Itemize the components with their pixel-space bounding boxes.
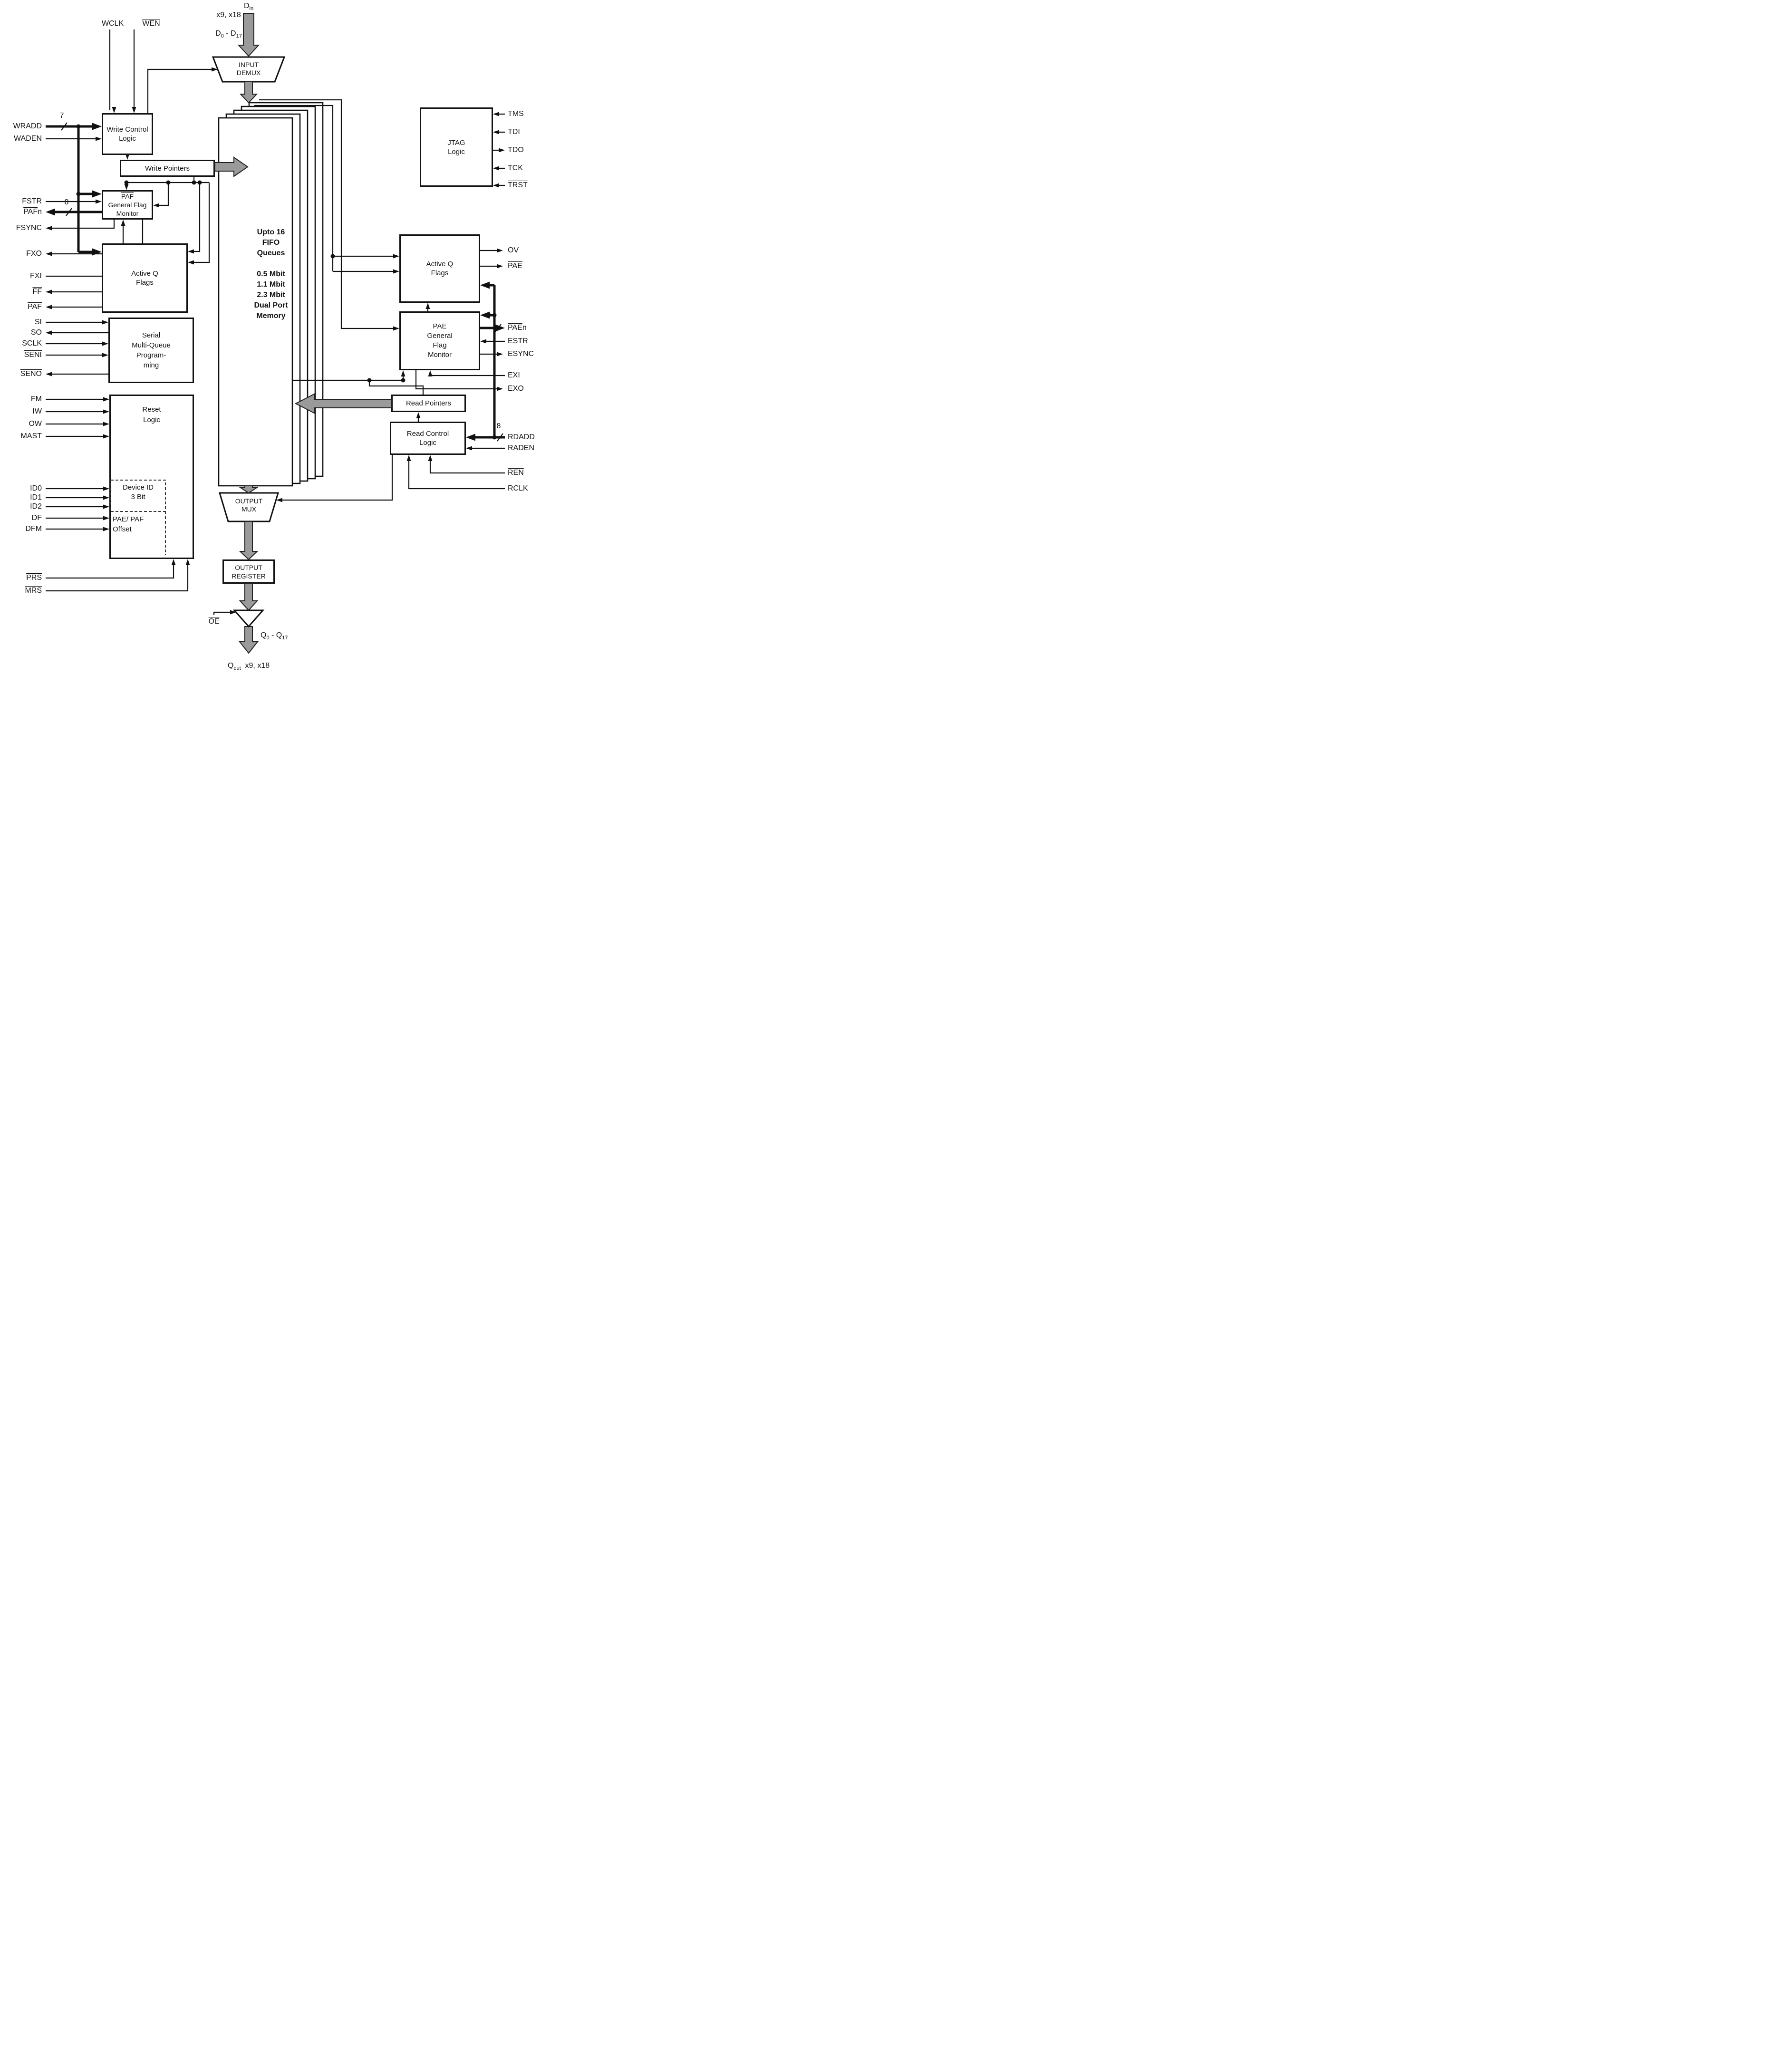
signal-label-oe: $\overline{OE}$	[208, 617, 220, 626]
device-id-3bit-label: Device ID 3 Bit	[122, 483, 154, 501]
signal-label-so: SO	[30, 328, 42, 337]
tristate-output-buffer	[234, 610, 263, 626]
signal-label-rdadd: RDADD	[508, 433, 535, 441]
output-register-box: OUTPUT REGISTER	[222, 559, 275, 584]
buffer-to-qout-arrow	[240, 626, 258, 653]
signal-label-b8c: 8	[496, 422, 501, 430]
signal-label-b7: 7	[59, 112, 64, 120]
pae-paf-offset-label: $\overline{PAE}/$ $\overline{PAF}$ Offset	[113, 515, 144, 533]
write-control-logic-box: Write Control Logic	[102, 113, 153, 155]
input-demux-label: INPUT DEMUX	[236, 61, 261, 77]
signal-label-ff: $\overline{FF}$	[32, 288, 42, 296]
signal-label-wradd: WRADD	[13, 122, 42, 130]
signal-label-fxo: FXO	[26, 250, 42, 258]
signal-label-paen: $\overline{PAE}n$	[508, 324, 527, 332]
read-pointers-box: Read Pointers	[391, 395, 466, 412]
signal-label-seno: SENO	[20, 370, 42, 378]
signal-label-esync: ESYNC	[508, 350, 534, 358]
signal-label-ren: $\overline{REN}$	[508, 469, 524, 477]
reset-logic-box: Reset Logic	[109, 395, 194, 559]
data-flow-layer	[0, 0, 592, 691]
signal-label-mrs: $\overline{MRS}$	[25, 587, 42, 595]
signal-label-tdo: TDO	[508, 146, 524, 154]
signal-label-ow: OW	[29, 420, 42, 428]
signal-label-fsync: FSYNC	[16, 224, 42, 232]
signal-label-paf: $\overline{PAF}$	[28, 303, 42, 311]
write-pointers-box: Write Pointers	[120, 160, 215, 177]
signal-label-id2: ID2	[30, 502, 42, 511]
signal-label-pafn: $\overline{PAF}n$	[23, 208, 42, 216]
paf-general-flag-monitor-box: $\overline{PAF}$ General Flag Monitor	[102, 190, 153, 220]
active-q-flags-right-box: Active Q Flags	[399, 234, 480, 303]
signal-label-iw: IW	[32, 407, 42, 415]
signal-label-fxi: FXI	[30, 272, 42, 280]
write-pointers-to-memory-arrow	[215, 157, 248, 176]
signal-label-sclk: SCLK	[22, 339, 42, 347]
signal-label-id1: ID1	[30, 493, 42, 501]
signal-label-estr: ESTR	[508, 337, 528, 345]
memory-to-output-mux-arrow	[241, 486, 257, 493]
signal-label-q0q17: $Q_0 - Q_{17}$	[261, 631, 288, 641]
signal-label-dfm: DFM	[25, 525, 42, 533]
signal-label-id0: ID0	[30, 484, 42, 492]
signal-label-ov: $\overline{OV}$	[508, 246, 519, 254]
pae-general-flag-monitor-box: PAE General Flag Monitor	[399, 311, 480, 370]
jtag-logic-box: JTAG Logic	[420, 107, 493, 187]
read-pointers-to-memory-arrow	[296, 394, 391, 413]
read-control-logic-box: Read Control Logic	[390, 422, 466, 455]
signal-label-din: $D_{in}$	[243, 1, 254, 12]
signal-label-fm: FM	[30, 395, 42, 403]
signal-label-mast: MAST	[20, 432, 42, 440]
dual-port-memory-block-label: Upto 16 FIFO Queues 0.5 Mbit 1.1 Mbit 2.3 Mbit Dual Port Memory	[254, 228, 288, 320]
register-to-buffer-arrow	[240, 584, 257, 610]
signal-label-wclk: WCLK	[101, 19, 124, 28]
signal-label-exi: EXI	[508, 371, 520, 379]
signal-label-seni: SENI	[24, 351, 42, 359]
signal-label-waden: WADEN	[14, 135, 42, 143]
signal-label-d0d17: $D_0 - D_{17}$	[215, 29, 242, 39]
signal-label-df: DF	[31, 514, 42, 522]
signal-label-trst: TRST	[508, 181, 528, 189]
demux-to-memory-arrow	[241, 82, 257, 103]
signal-label-pae_r: $\overline{PAE}$	[508, 262, 522, 270]
signal-label-b8a: 8	[64, 198, 69, 206]
output-mux-label: OUTPUT MUX	[235, 497, 263, 513]
signal-label-tms: TMS	[508, 110, 524, 118]
mux-to-output-register-arrow	[240, 521, 257, 559]
signal-label-wen: $\overline{WEN}$	[142, 19, 160, 28]
signal-label-prs: $\overline{PRS}$	[26, 574, 42, 582]
signal-label-raden: RADEN	[508, 444, 535, 452]
active-q-flags-left-box: Active Q Flags	[102, 243, 188, 313]
signal-label-exo: EXO	[508, 385, 524, 393]
signal-label-si: SI	[34, 318, 42, 326]
signal-label-tck: TCK	[508, 164, 523, 172]
signal-label-tdi: TDI	[508, 128, 520, 136]
serial-multi-queue-programming-box: Serial Multi-Queue Program- ming	[108, 318, 194, 383]
signal-label-b8b: 8	[486, 311, 491, 319]
signal-label-x9x18: x9, x18	[216, 11, 241, 19]
signal-label-qout: $Q_{out}$ x9, x18	[227, 661, 270, 672]
block-diagram-canvas	[0, 0, 592, 691]
signal-label-rclk: RCLK	[508, 484, 528, 492]
signal-label-fstr: FSTR	[22, 197, 42, 205]
